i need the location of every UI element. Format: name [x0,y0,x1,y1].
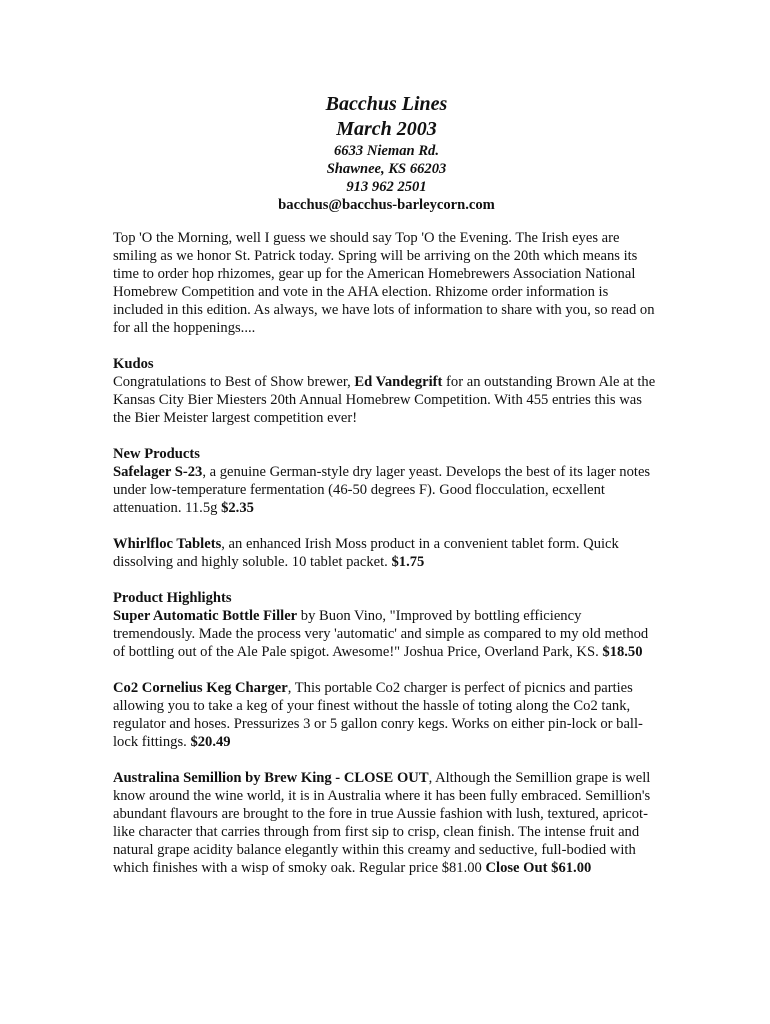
newsletter-title: Bacchus Lines [325,93,448,115]
masthead [113,92,660,214]
product-price: $1.75 [391,554,425,570]
address-city: Shawnee, KS 66203 [326,161,447,177]
kudos-text-after: for an outstanding Brown Ale at the Kansas City Bier Miesters 20th Annual Homebrew Competition. With 455 entries this was the Bier Meister largest competition ever! [113,374,656,426]
product-name: Whirlfloc Tablets [113,536,222,552]
address-street: 6633 Nieman Rd. [334,143,439,159]
product-price: Close Out $61.00 [485,860,592,876]
product-item [113,589,660,661]
product-price: $2.35 [221,500,254,516]
new-products-heading: New Products [113,446,200,462]
intro-paragraph: Top 'O the Morning, well I guess we should say Top 'O the Evening. The Irish eyes are smiling as we honor St. Patrick today. Spring will be arriving on the 20th which means its time to order hop rhizomes, gear up for the American Homebrewers Association National Homebrew Competition and vote in the AHA election. Rhizome order information is included in this edition. As always, we have lots of information to share with you, so read on for all the hoppenings.... [113,230,655,336]
product-name: Safelager S-23 [113,464,203,480]
product-item [113,445,660,517]
product-description: , an enhanced Irish Moss product in a convenient tablet form. Quick dissolving and highly soluble. 10 tablet packet. [113,536,619,570]
newsletter-date: March 2003 [336,118,437,140]
product-name: Co2 Cornelius Keg Charger [113,680,288,696]
product-description: by Buon Vino, "Improved by bottling efficiency tremendously. Made the process very 'automatic' and simple as compared to my old method of bottling out of the Ale Pale spigot. Awesome!" Joshua Price, Overland Park, KS. [113,608,649,660]
email-address: bacchus@bacchus-barleycorn.com [278,197,495,213]
product-item [113,679,660,751]
product-name: Super Automatic Bottle Filler [113,608,298,624]
product-item [113,535,660,571]
product-name: Australina Semillion by Brew King - CLOSE OUT [113,770,429,786]
product-price: $20.49 [190,734,231,750]
kudos-winner-name: Ed Vandegrift [354,374,443,390]
product-description: , a genuine German-style dry lager yeast. Develops the best of its lager notes under low-temperature fermentation (46-50 degrees F). Good flocculation, ecxellent attenuation. 11.5g [113,464,651,516]
phone-number: 913 962 2501 [346,179,427,195]
kudos-section [113,355,660,427]
kudos-text-before: Congratulations to Best of Show brewer, [113,374,355,390]
product-highlights-heading: Product Highlights [113,590,232,606]
product-price: $18.50 [602,644,643,660]
product-description: , This portable Co2 charger is perfect of picnics and parties allowing you to take a keg of your finest without the hassle of toting along the Co2 tank, regulator and hoses. Pressurizes 3 or 5 gallon conry kegs. Works on either pin-lock or ball-lock fittings. [113,680,643,750]
product-description: , Although the Semillion grape is well know around the wine world, it is in Australia where it has been fully embraced. Semillion's abundant flavours are brought to the fore in true Aussie fashion with lush, textured, apricot-like character that carries through from first sip to crisp, clean finish. The intense fruit and natural grape acidity balance elegantly within this creamy and seductive, full-bodied with which finishes with a wisp of smoky oak. Regular price $81.00 [113,770,651,876]
kudos-heading: Kudos [113,356,154,372]
product-item [113,769,660,877]
